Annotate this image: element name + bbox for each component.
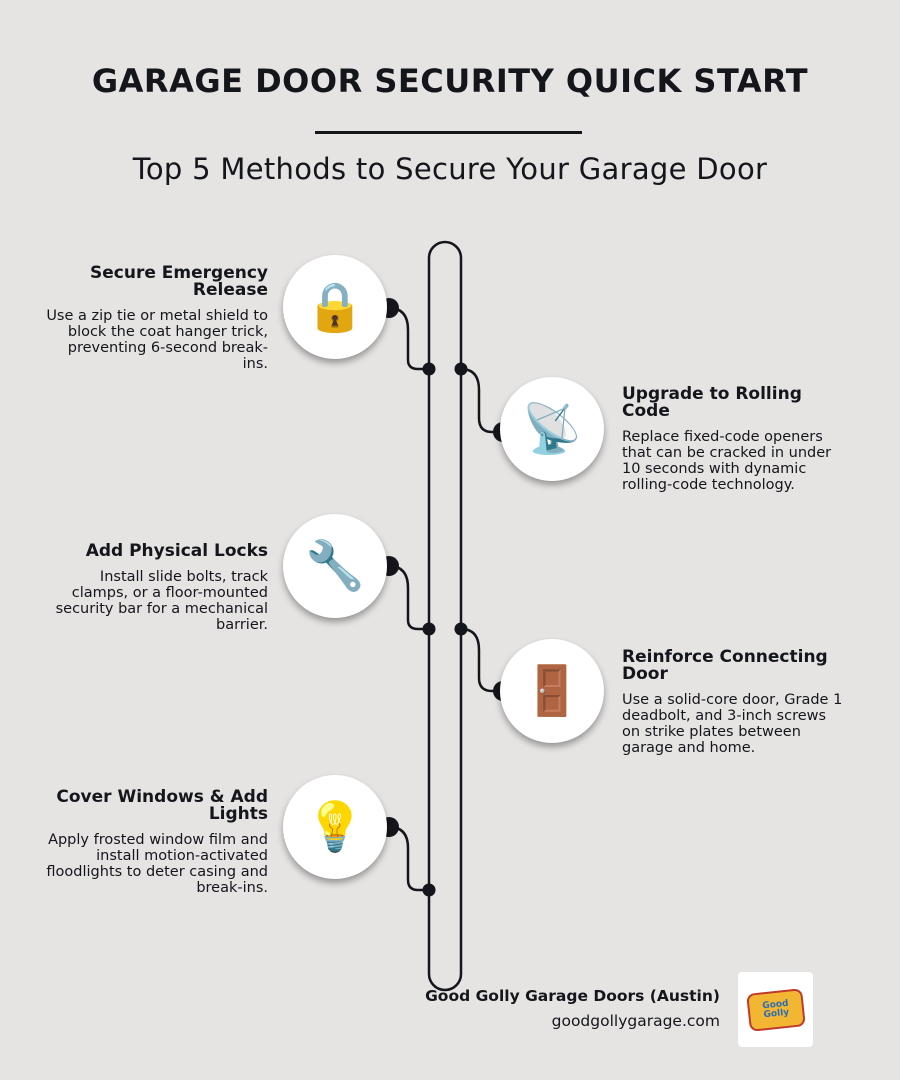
connector-step-5 — [389, 827, 429, 890]
page-title: GARAGE DOOR SECURITY QUICK START — [91, 62, 809, 100]
connector-step-2 — [461, 369, 503, 432]
satellite-dish-icon: 📡 — [500, 377, 604, 481]
connector-step-3 — [389, 566, 429, 629]
company-logo — [738, 972, 813, 1047]
company-name: Good Golly Garage Doors (Austin) — [425, 987, 720, 1005]
track-dot-step-3 — [423, 623, 436, 636]
step-reinforce-connecting-door — [622, 649, 847, 756]
step-cover-windows-add-lights — [43, 789, 268, 896]
step-title: Reinforce Connecting Door — [622, 647, 828, 684]
track-dot-step-1 — [423, 363, 436, 376]
step-title: Cover Windows & Add Lights — [56, 787, 268, 824]
connector-step-1 — [389, 308, 429, 369]
website-link[interactable]: goodgollygarage.com — [551, 1012, 720, 1030]
step-description: Install slide bolts, track clamps, or a floor-mounted security bar for a mechanical barrier. — [55, 569, 268, 633]
wrench-icon: 🔧 — [283, 514, 387, 618]
timeline-track — [429, 242, 461, 990]
step-description: Apply frosted window film and install motion-activated floodlights to deter casing and break-ins. — [46, 832, 268, 896]
padlock-icon: 🔒 — [283, 255, 387, 359]
track-dot-step-2 — [455, 363, 468, 376]
step-description: Replace fixed-code openers that can be cracked in under 10 seconds with dynamic rolling-code technology. — [622, 429, 832, 493]
page-subtitle: Top 5 Methods to Secure Your Garage Door — [132, 152, 768, 186]
track-dot-step-4 — [455, 623, 468, 636]
step-description: Use a zip tie or metal shield to block the coat hanger trick, preventing 6-second break-ins. — [46, 308, 268, 372]
step-secure-emergency-release — [43, 265, 268, 372]
logo-badge: Good Golly — [746, 988, 806, 1032]
track-dot-step-5 — [423, 884, 436, 897]
step-title: Secure Emergency Release — [90, 263, 268, 300]
light-bulb-icon: 💡 — [283, 775, 387, 879]
step-upgrade-rolling-code — [622, 386, 847, 493]
step-title: Upgrade to Rolling Code — [622, 384, 802, 421]
step-description: Use a solid-core door, Grade 1 deadbolt, and 3-inch screws on strike plates between garage and home. — [622, 692, 843, 756]
step-title: Add Physical Locks — [85, 541, 268, 561]
door-icon: 🚪 — [500, 639, 604, 743]
connector-step-4 — [461, 629, 503, 691]
step-add-physical-locks — [43, 543, 268, 633]
